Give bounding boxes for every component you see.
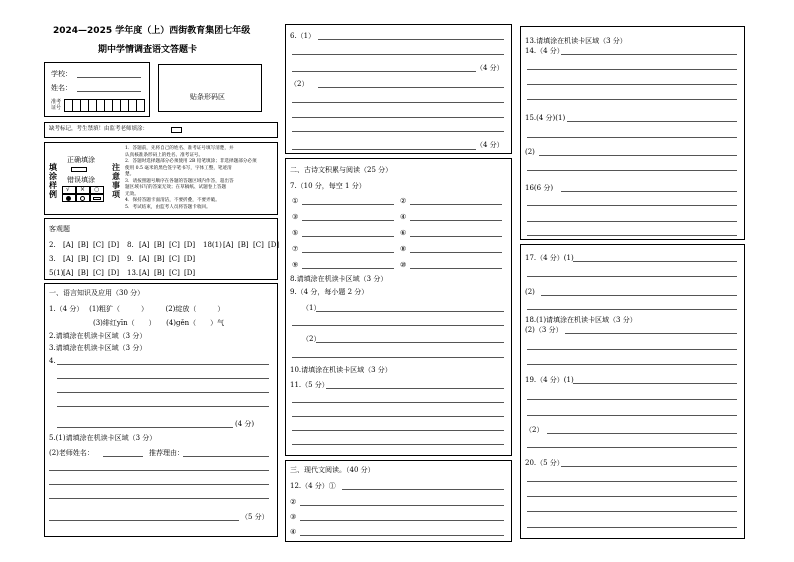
answer-line[interactable] [527, 84, 737, 85]
choice-bubble[interactable]: [D] [108, 241, 120, 249]
page-title: 2024—2025 学年度（上）西街教育集团七年级 [53, 26, 251, 36]
blank-label: ⑦ [292, 245, 299, 253]
fill-example-label-3: 样 [49, 181, 57, 190]
answer-line[interactable] [318, 87, 504, 88]
choice-bubble[interactable]: [C] [169, 269, 180, 277]
barcode-area [158, 64, 262, 112]
q1-line-b: (3)绯红yīn（ ） (4)gěn（ ）气 [93, 319, 225, 327]
answer-line[interactable] [527, 527, 737, 528]
q14-label: 14.（4 分） [525, 47, 564, 55]
q15-2-label: (2) [525, 148, 535, 156]
answer-line[interactable] [57, 406, 269, 407]
note-line: 题区域书写的答案无效；在草稿纸、试题卷上答题 [125, 185, 227, 190]
choice-bubble[interactable]: [D] [108, 269, 120, 277]
answer-line[interactable] [527, 349, 737, 350]
choice-bubble[interactable]: [C] [169, 241, 180, 249]
choice-bubble[interactable]: [D] [184, 241, 196, 249]
answer-line[interactable] [410, 204, 502, 205]
fill-example-label-4: 例 [49, 190, 57, 199]
answer-line[interactable] [527, 170, 737, 171]
answer-line[interactable] [539, 155, 737, 156]
choice-bubble[interactable]: [B] [154, 269, 165, 277]
correct-fill-mark [71, 167, 87, 172]
choice-bubble[interactable]: [B] [78, 255, 89, 263]
choice-bubble[interactable]: [A] [63, 255, 74, 263]
answer-line[interactable] [527, 399, 737, 400]
answer-line[interactable] [326, 388, 504, 389]
answer-line[interactable] [292, 444, 504, 445]
answer-line[interactable] [302, 236, 394, 237]
q2-label: 2.请填涂在机读卡区域（3 分） [49, 332, 147, 340]
answer-line[interactable] [57, 427, 233, 428]
blank-label: ⑧ [400, 245, 407, 253]
blank-label: ⑩ [400, 261, 407, 269]
choice-bubble[interactable]: [A] [223, 241, 234, 249]
blank-label: ② [400, 197, 407, 205]
blank-label: ① [292, 197, 299, 205]
choice-bubble[interactable]: [D] [184, 269, 196, 277]
answer-line[interactable] [561, 466, 737, 467]
choice-bubble[interactable]: [C] [93, 241, 104, 249]
q11-label: 11.（5 分） [290, 381, 329, 389]
choice-bubble[interactable]: [A] [63, 241, 74, 249]
q7-label: 7.（10 分，每空 1 分） [290, 182, 366, 190]
q6-label: 6.（1） [290, 32, 316, 40]
answer-line[interactable] [410, 268, 502, 269]
answer-line[interactable] [527, 481, 737, 482]
q12-item: ③ [290, 513, 297, 521]
answer-line[interactable] [292, 430, 504, 431]
blank-label: ⑨ [292, 261, 299, 269]
answer-line[interactable] [527, 276, 737, 277]
page-subtitle: 期中学情调查语文答题卡 [98, 45, 198, 55]
q18-label: 18.(1)请填涂在机读卡区域（3 分） [525, 316, 637, 324]
choice-bubble[interactable]: [A] [139, 255, 150, 263]
fill-example-label-2: 涂 [49, 172, 57, 181]
notes-label-3: 事 [112, 181, 120, 190]
q10-label: 10.请填涂在机读卡区域（3 分） [290, 366, 392, 374]
answer-line[interactable] [527, 137, 737, 138]
answer-line[interactable] [527, 415, 737, 416]
col3-top-box [520, 26, 745, 240]
q13-label: 13.请填涂在机读卡区域（3 分） [525, 37, 627, 45]
choice-bubble[interactable]: [A] [63, 269, 74, 277]
choice-bubble[interactable]: [C] [253, 241, 264, 249]
q5-2-reason-label: 推荐理由： [149, 449, 184, 457]
answer-line[interactable] [561, 191, 737, 192]
answer-line[interactable] [292, 357, 504, 358]
choice-bubble[interactable]: [B] [78, 269, 89, 277]
answer-line[interactable] [527, 205, 737, 206]
answer-line[interactable] [57, 364, 269, 365]
answer-line[interactable] [300, 505, 504, 506]
note-line: 无效。 [125, 191, 139, 197]
wrong-mark-cross: × [80, 186, 86, 193]
answer-line[interactable] [302, 252, 394, 253]
wrong-mark-check: √ [66, 186, 70, 193]
fill-example-label-1: 填 [49, 163, 57, 172]
note-line: 3．请按照题号顺序在各题的答题区域内作答，超出答 [125, 178, 234, 184]
answer-line[interactable] [527, 221, 737, 222]
answer-line[interactable] [49, 498, 269, 499]
answer-line[interactable] [342, 489, 504, 490]
answer-line[interactable] [527, 309, 737, 310]
q9-2-label: （2） [302, 335, 321, 343]
note-line: 4．保持答题卡面清洁，不要折叠，不要弄破。 [125, 198, 220, 203]
answer-line[interactable] [316, 311, 504, 312]
answer-line[interactable] [49, 484, 269, 485]
q16-label: 16(6 分) [525, 184, 554, 192]
answer-line[interactable] [527, 447, 737, 448]
answer-line[interactable] [410, 236, 502, 237]
note-line: 认真核准条形码上的姓名、准考证号。 [125, 152, 204, 158]
answer-line[interactable] [57, 392, 269, 393]
notes-label-4: 项 [112, 190, 120, 199]
choice-bubble[interactable]: [C] [169, 255, 180, 263]
school-label: 学校： [51, 70, 72, 78]
answer-line[interactable] [410, 220, 502, 221]
blank-label: ③ [292, 213, 299, 221]
answer-line[interactable] [410, 252, 502, 253]
fill-and-notes-box [44, 142, 278, 215]
answer-line[interactable] [527, 511, 737, 512]
section1-box [44, 283, 278, 537]
answer-line[interactable] [302, 268, 394, 269]
answer-line[interactable] [316, 342, 504, 343]
q9-label: 9.（4 分，每小题 2 分） [290, 288, 369, 296]
objective-questions-box: 客观题 2. [A] [B] [C] [D] 8. [A] [B] [C] [D] 18(1) [A] [B] [C] [D] 3. [A] [B] [C] [D] 9. [A] [B] [C] [D] 5(1) [A] [B] [C] [D] 13. [A] [B] [C] [D] [44, 218, 278, 280]
student-info-box [44, 62, 150, 117]
choice-bubble[interactable]: [B] [154, 255, 165, 263]
q1-line-a: 1.（4 分） (1)粗犷（ ） (2)绽放（ ） [49, 305, 225, 313]
q4-score: (4 分) [235, 420, 255, 428]
answer-line[interactable] [302, 220, 394, 221]
answer-line[interactable] [292, 325, 504, 326]
note-line: 1．答题前，先将自己的姓名、准考证号填写清楚，并 [125, 146, 234, 151]
choice-bubble[interactable]: [A] [139, 269, 150, 277]
answer-line[interactable] [565, 333, 737, 334]
choice-bubble[interactable]: [D] [268, 241, 280, 249]
teacher-name-field[interactable] [103, 456, 143, 457]
blank-label: ⑥ [400, 229, 407, 237]
blank-label: ④ [400, 213, 407, 221]
q6-score-2: （4 分） [476, 141, 504, 149]
choice-bubble[interactable]: [C] [93, 255, 104, 263]
answer-line[interactable] [292, 402, 504, 403]
q19-label: 19.（4 分）(1) [525, 376, 574, 384]
q15-label: 15.(4 分)(1) [525, 114, 566, 122]
q6-2-label: （2） [290, 80, 309, 88]
answer-line[interactable] [292, 102, 504, 103]
exam-id-cells[interactable] [64, 99, 145, 112]
choice-bubble[interactable]: [A] [139, 241, 150, 249]
answer-line[interactable] [527, 364, 737, 365]
q3-label: 3.请填涂在机读卡区域（3 分） [49, 344, 147, 352]
section3-heading: 三、现代文阅读。（40 分） [290, 466, 375, 474]
q5-score: （5 分） [241, 513, 269, 521]
choice-bubble[interactable]: [B] [238, 241, 249, 249]
answer-line[interactable] [300, 535, 504, 536]
q6-score-1: （4 分） [476, 64, 504, 72]
answer-line[interactable] [527, 99, 737, 100]
choice-bubble[interactable]: [B] [154, 241, 165, 249]
q17-label: 17.（4 分）(1) [525, 254, 574, 262]
answer-line[interactable] [527, 235, 737, 236]
id-label-1: 准考 [51, 99, 62, 105]
answer-line[interactable] [547, 433, 737, 434]
choice-bubble[interactable]: [D] [108, 255, 120, 263]
section2-box [285, 158, 512, 456]
blank-label: ⑤ [292, 229, 299, 237]
q12-item: ② [290, 498, 297, 506]
note-line: 使用 0.5 毫米的黑色签字笔书写，字体工整，笔迹清 [125, 165, 232, 171]
barcode-label: 贴条形码区 [190, 93, 225, 101]
note-line: 楚。 [125, 172, 135, 177]
q9-1-label: （1） [302, 304, 321, 312]
id-label-2: 证号 [51, 105, 62, 111]
note-line: 5．考试结束，由监考人员将答题卡收回。 [125, 204, 211, 210]
q12-label: 12.（4 分）① [290, 482, 336, 490]
q4-label: 4. [49, 357, 56, 365]
answer-line[interactable] [292, 131, 504, 132]
q6-box [285, 24, 512, 154]
answer-line[interactable] [527, 496, 737, 497]
answer-line[interactable] [561, 54, 737, 55]
answer-line[interactable] [292, 54, 504, 55]
notes-label-1: 注 [112, 163, 120, 172]
answer-line[interactable] [302, 204, 394, 205]
notes-label-2: 意 [112, 172, 120, 181]
name-field[interactable] [77, 91, 141, 92]
q19-2-label: （2） [525, 426, 544, 434]
answer-line[interactable] [292, 149, 476, 150]
answer-line[interactable] [567, 121, 737, 122]
answer-line[interactable] [300, 520, 504, 521]
q20-label: 20.（5 分） [525, 459, 564, 467]
objective-title: 客观题 [49, 225, 70, 233]
name-label: 姓名： [51, 84, 72, 92]
section1-heading: 一、语言知识及应用（30 分） [49, 289, 145, 297]
wrong-fill-label: 错误填涂 [67, 176, 95, 184]
q17-2-label: (2) [525, 288, 535, 296]
correct-fill-label: 正确填涂 [67, 156, 95, 164]
answer-line[interactable] [49, 470, 269, 471]
answer-line[interactable] [573, 383, 737, 384]
reason-field[interactable] [183, 456, 269, 457]
note-line: 2．答题时选择题部分必须使用 2B 铅笔填涂；非选择题部分必须 [125, 159, 257, 164]
answer-line[interactable] [57, 378, 269, 379]
answer-line[interactable] [541, 295, 737, 296]
wrong-mark-circle: ○ [94, 186, 100, 193]
school-field[interactable] [77, 77, 141, 78]
section2-heading: 二、古诗文积累与阅读（25 分） [290, 166, 393, 174]
answer-line[interactable] [292, 117, 504, 118]
answer-line[interactable] [49, 520, 239, 521]
choice-bubble[interactable]: [B] [78, 241, 89, 249]
wrong-fill-marks [62, 186, 104, 204]
answer-line[interactable] [318, 39, 504, 40]
q5-label: 5.(1)请填涂在机读卡区域（3 分） [49, 434, 157, 442]
q8-label: 8.请填涂在机读卡区域（3 分） [290, 275, 388, 283]
answer-line[interactable] [573, 261, 737, 262]
answer-line[interactable] [292, 71, 476, 72]
absent-label: 缺考标记，考生禁填！由监考老师填涂： [49, 126, 149, 132]
q5-2-teacher-label: (2)老师姓名： [49, 449, 94, 457]
q12-item: ④ [290, 528, 297, 536]
choice-bubble[interactable]: [D] [184, 255, 196, 263]
section3-box [285, 460, 512, 542]
answer-line[interactable] [527, 69, 737, 70]
answer-line[interactable] [292, 416, 504, 417]
choice-bubble[interactable]: [C] [93, 269, 104, 277]
q18-2-label: (2)（3 分） [525, 326, 563, 334]
col3-bottom-box [520, 244, 745, 539]
absent-mark-box [44, 122, 278, 138]
absent-checkbox[interactable] [171, 127, 182, 133]
